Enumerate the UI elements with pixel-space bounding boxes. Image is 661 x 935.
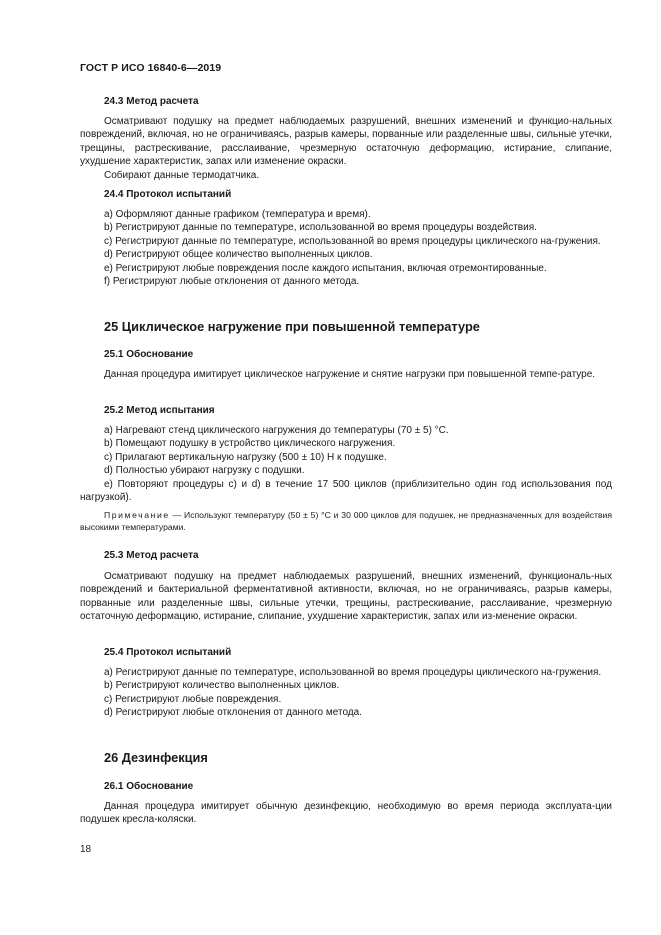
list-item: b) Регистрируют количество выполненных циклов. bbox=[104, 680, 340, 692]
section-25-4-list bbox=[80, 666, 612, 720]
note-text bbox=[80, 510, 612, 533]
section-title: 24.4 Протокол испытаний bbox=[104, 189, 232, 200]
list-item: f) Регистрируют любые отклонения от данного метода. bbox=[104, 276, 360, 288]
section-24-3 bbox=[80, 95, 612, 108]
paragraph: Осматривают подушку на предмет наблюдаемых разрушений, внешних изменений и функцио-нальных повреждений, включая, но не ограничиваясь, разрыв камеры, порванные или разделенные швы, сильные утечки, трещины, растрескивание, расслаивание, чрезмерную остаточную деформацию, истирание, слипание, ухудшение характеристик, запах или изменение окраски. bbox=[80, 116, 612, 168]
section-title: 25.4 Протокол испытаний bbox=[104, 647, 232, 658]
list-item: a) Регистрируют данные по температуре, использованной во время процедуры циклического на-гружения. bbox=[104, 667, 602, 678]
section-title: 25.3 Метод расчета bbox=[104, 550, 199, 561]
list-item: e) Повторяют процедуры c) и d) в течение 17 500 циклов (приблизительно один год использования под нагрузкой). bbox=[80, 478, 612, 504]
section-25-1 bbox=[80, 348, 612, 361]
section-title: 24.3 Метод расчета bbox=[104, 96, 199, 107]
list-item: d) Регистрируют любые отклонения от данного метода. bbox=[104, 707, 362, 719]
section-25-1-body bbox=[80, 368, 612, 381]
section-title: 25.2 Метод испытания bbox=[104, 405, 215, 416]
section-24-3-body bbox=[80, 115, 612, 182]
section-title: 25.1 Обоснование bbox=[104, 349, 194, 360]
list-item: d) Регистрируют общее количество выполненных циклов. bbox=[104, 249, 373, 261]
section-25-2 bbox=[80, 404, 612, 417]
section-26-1 bbox=[80, 780, 612, 793]
list-item: c) Прилагают вертикальную нагрузку (500 ± 10) Н к подушке. bbox=[104, 451, 387, 463]
paragraph: Данная процедура имитирует циклическое нагружение и снятие нагрузки при повышенной темпе-ратуре. bbox=[104, 369, 596, 380]
section-25-2-list bbox=[80, 424, 612, 504]
note-body: — Используют температуру (50 ± 5) °С и 30 000 циклов для подушек, не предназначенных для воздействия высокими температурами. bbox=[80, 510, 612, 532]
paragraph: Собирают данные термодатчика. bbox=[104, 169, 260, 181]
note bbox=[80, 510, 612, 533]
list-item: e) Регистрируют любые повреждения после каждого испытания, включая отремонтированные. bbox=[104, 262, 547, 274]
section-25-4 bbox=[80, 646, 612, 659]
chapter-title: 25 Циклическое нагружение при повышенной температуре bbox=[104, 319, 480, 334]
section-title: 26.1 Обоснование bbox=[104, 781, 194, 792]
section-25-3 bbox=[80, 549, 612, 562]
paragraph: Данная процедура имитирует обычную дезинфекцию, необходимую во время периода эксплуата-ции подушек кресла-коляски. bbox=[80, 801, 612, 826]
document-header: ГОСТ Р ИСО 16840-6—2019 bbox=[80, 62, 222, 74]
paragraph: Осматривают подушку на предмет наблюдаемых разрушений, внешних изменений, функциональ-ных повреждений и бактериальной ферментативной активности, включая, но не ограничиваясь, разрыв камеры, порванные или разделенные швы, сильные утечки, трещины, растрескивание, расслаивание, чрезмерную остаточную деформацию, истирание, слипание, ухудшение характеристик, запах или из-менение окраски. bbox=[80, 571, 612, 623]
list-item: b) Помещают подушку в устройство циклического нагружения. bbox=[104, 438, 396, 450]
section-26-1-body bbox=[80, 800, 612, 827]
section-24-4-list bbox=[80, 208, 612, 288]
section-25 bbox=[80, 320, 612, 333]
list-item: a) Оформляют данные графиком (температура и время). bbox=[104, 209, 371, 220]
section-26 bbox=[80, 751, 612, 764]
list-item: c) Регистрируют любые повреждения. bbox=[104, 693, 282, 705]
note-label: Примечание bbox=[104, 510, 170, 520]
list-item: a) Нагревают стенд циклического нагружения до температуры (70 ± 5) °С. bbox=[104, 425, 449, 436]
list-item: d) Полностью убирают нагрузку с подушки. bbox=[104, 465, 305, 477]
list-item: c) Регистрируют данные по температуре, использованной во время процедуры циклического на-гружения. bbox=[104, 235, 601, 247]
section-25-3-body bbox=[80, 570, 612, 624]
section-24-4 bbox=[80, 188, 612, 201]
chapter-title: 26 Дезинфекция bbox=[104, 750, 208, 765]
list-item: b) Регистрируют данные по температуре, использованной во время процедуры воздействия. bbox=[104, 222, 537, 234]
page-number: 18 bbox=[80, 844, 92, 855]
